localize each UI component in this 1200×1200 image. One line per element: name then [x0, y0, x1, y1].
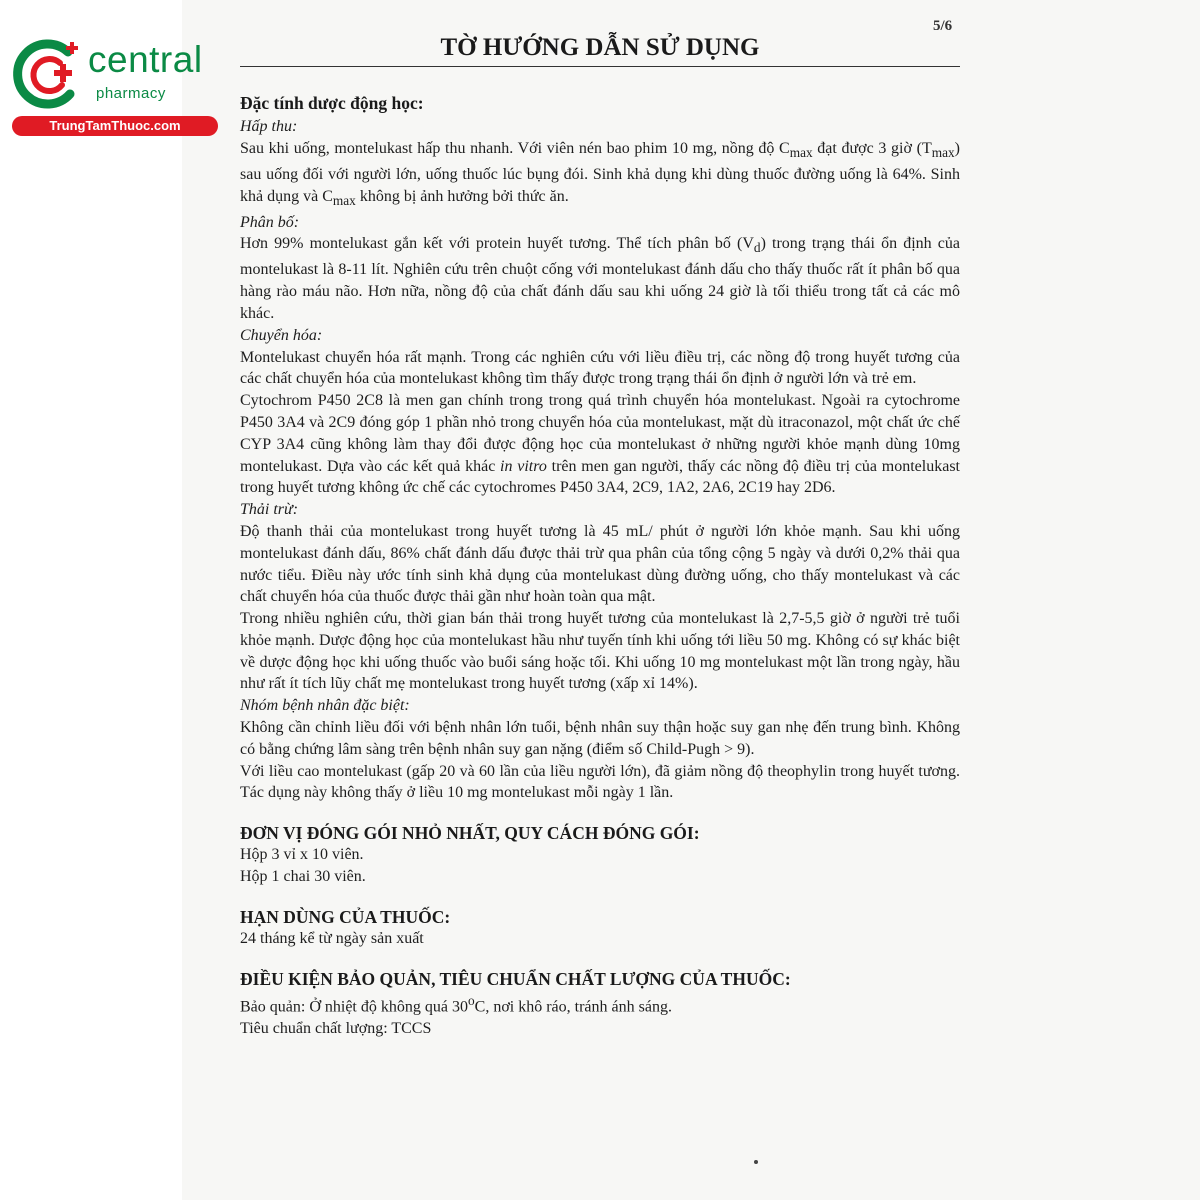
storage-line-1: Bảo quản: Ở nhiệt độ không quá 30$^o$C, nơi khô ráo, tránh ánh sáng.: [240, 992, 672, 1015]
distribution-label: Phân bố:: [240, 213, 300, 231]
storage-heading: ĐIỀU KIỆN BẢO QUẢN, TIÊU CHUẨN CHẤT LƯỢNG CỦA THUỐC:: [240, 968, 791, 989]
metabolism-paragraph-2: Cytochrom P450 2C8 là men gan chính trong trong quá trình chuyển hóa montelukast. Ngoài ra cytochrome P450 3A4 và 2C9 đóng góp 1 phần nhỏ trong chuyển hóa của montelukast, mặt dù itraconazol, một chất ức chế CYP 3A4 cũng không làm thay đổi được động học của montelukast ở những người khỏe mạnh dùng 10mg montelukast. Dựa vào các kết quả khác in vitro trên men gan người, thấy các nồng độ điều trị của montelukast trong huyết tương không ức chế các cytochromes P450 3A4, 2C9, 1A2, 2A6, 2C19 hay 2D6.: [240, 392, 960, 497]
shelf-life-text: 24 tháng kể từ ngày sản xuất: [240, 929, 424, 947]
central-pharmacy-logo-icon: [10, 38, 84, 112]
pk-heading: Đặc tính dược động học:: [240, 93, 424, 113]
brand-site-badge[interactable]: TrungTamThuoc.com: [12, 116, 218, 136]
special-population-label: Nhóm bệnh nhân đặc biệt:: [240, 697, 410, 715]
metabolism-paragraph-1: Montelukast chuyển hóa rất mạnh. Trong các nghiên cứu với liều điều trị, các nồng độ trong huyết tương của các chất chuyển hóa của montelukast không tìm thấy được trong trạng thái ổn định ở người lớn và trẻ em.: [240, 348, 960, 388]
absorption-paragraph: Sau khi uống, montelukast hấp thu nhanh. Với viên nén bao phim 10 mg, nồng độ $C_{max}$ đạt được 3 giờ $(T_{max})$ sau uống đối với người lớn, uống thuốc lúc bụng đói. Sinh khả dụng khi dùng thuốc đường uống là 64%. Sinh khả dụng và $C_{max}$ không bị ảnh hưởng bởi thức ăn.: [240, 139, 960, 208]
document-body: [240, 92, 960, 1040]
packaging-line-2: Hộp 1 chai 30 viên.: [240, 868, 366, 886]
distribution-paragraph: Hơn 99% montelukast gắn kết với protein huyết tương. Thể tích phân bố $(V_d)$ trong trạng thái ổn định của montelukast là 8-11 lít. Nghiên cứu trên chuột cống với montelukast đánh dấu cho thấy thuốc rất ít phân bố qua hàng rào máu não. Hơn nữa, nồng độ của chất đánh dấu sau khi uống 24 giờ là tối thiểu trong tất cả các mô khác.: [240, 235, 960, 322]
elimination-label: Thải trừ:: [240, 501, 299, 519]
document-title: TỜ HƯỚNG DẪN SỬ DỤNG: [240, 34, 960, 67]
special-population-paragraph-1: Không cần chỉnh liều đối với bệnh nhân lớn tuổi, bệnh nhân suy thận hoặc suy gan nhẹ đến trung bình. Không có bằng chứng lâm sàng trên bệnh nhân suy gan nặng (điểm số Child-Pugh > 9).: [240, 719, 960, 758]
special-population-paragraph-2: Với liều cao montelukast (gấp 20 và 60 lần của liều người lớn), đã giảm nồng độ theophylin trong huyết tương. Tác dụng này không thấy ở liều 10 mg montelukast mỗi ngày 1 lần.: [240, 762, 960, 802]
packaging-heading: ĐƠN VỊ ĐÓNG GÓI NHỎ NHẤT, QUY CÁCH ĐÓNG GÓI:: [240, 823, 700, 844]
brand-logo[interactable]: [8, 34, 218, 144]
scan-speck: [754, 1160, 758, 1164]
brand-name: central: [88, 39, 203, 80]
elimination-paragraph-2: Trong nhiều nghiên cứu, thời gian bán thải trong huyết tương của montelukast là 2,7-5,5 giờ ở người trẻ tuổi khỏe mạnh. Dược động học của montelukast hầu như tuyến tính khi uống tới liều 50 mg. Không có sự khác biệt về dược động học khi uống thuốc vào buổi sáng hoặc tối. Khi uống 10 mg montelukast một lần trong ngày, hầu như rất ít tích lũy chất mẹ montelukast trong huyết tương (xấp xỉ 14%).: [240, 610, 960, 693]
elimination-paragraph-1: Độ thanh thải của montelukast trong huyết tương là 45 mL/ phút ở người lớn khỏe mạnh. Sau khi uống montelukast đánh dấu, 86% chất đánh dấu được thải trừ qua phân của tổng cộng 5 ngày và dưới 0,2% thải qua nước tiểu. Điều này ước tính sinh khả dụng của montelukast dùng đường uống, cho thấy montelukast và các chất chuyển hóa của thuốc được thải gần như hoàn toàn qua mật.: [240, 522, 960, 606]
brand-subtitle: pharmacy: [96, 85, 166, 102]
storage-line-2: Tiêu chuẩn chất lượng: TCCS: [240, 1019, 432, 1037]
shelf-life-heading: HẠN DÙNG CỦA THUỐC:: [240, 906, 451, 927]
page-number: 5/6: [933, 18, 953, 34]
packaging-line-1: Hộp 3 vỉ x 10 viên.: [240, 846, 364, 864]
metabolism-label: Chuyển hóa:: [240, 326, 323, 344]
absorption-label: Hấp thu:: [240, 118, 298, 135]
